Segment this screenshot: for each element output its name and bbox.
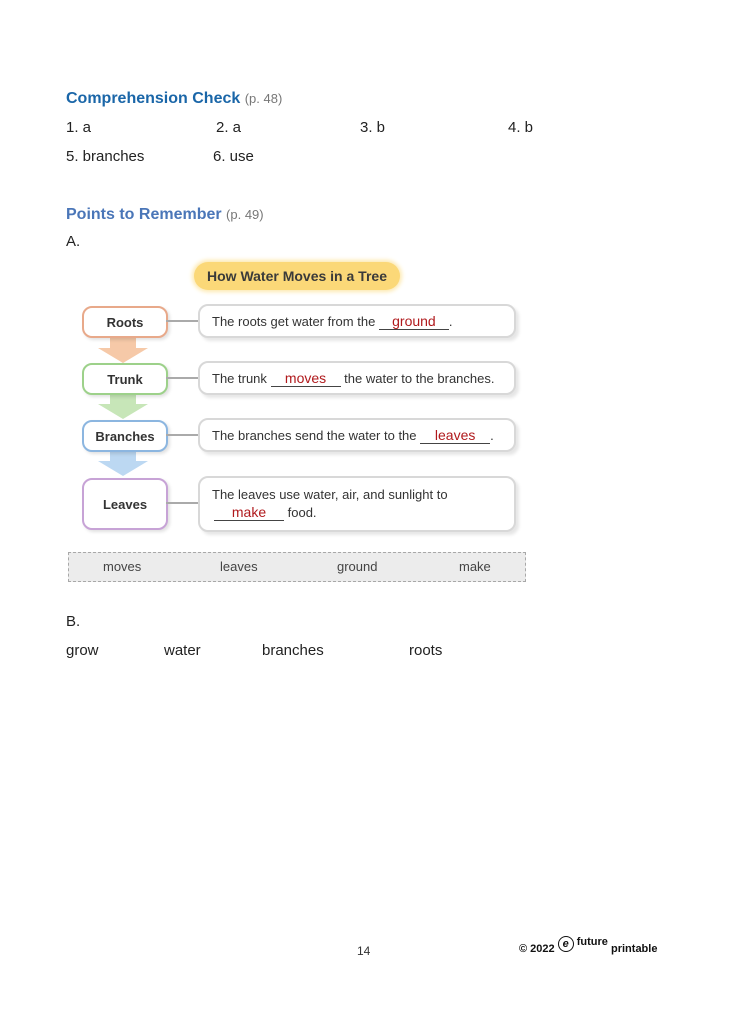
- points-page-ref: (p. 49): [226, 207, 264, 222]
- arrow-down-icon: [96, 394, 150, 420]
- connector-line: [166, 320, 198, 322]
- sentence-branches: [198, 418, 516, 452]
- answer-leaves: leaves: [420, 428, 490, 444]
- sentence-leaves-after: food.: [287, 505, 317, 520]
- sentence-branches-before: The branches send the water to the: [212, 428, 417, 443]
- connector-line: [166, 377, 198, 379]
- word-bank-item: make: [459, 559, 491, 574]
- answer-2: 2. a: [216, 119, 242, 136]
- word-bank-item: moves: [103, 559, 142, 574]
- answer-4: 4. b: [508, 119, 534, 136]
- arrow-down-icon: [96, 451, 150, 477]
- brand-printable: printable: [611, 943, 658, 955]
- part-b-word: branches: [262, 642, 324, 659]
- part-b-word: water: [164, 642, 201, 659]
- brand-footer: [519, 936, 658, 955]
- answer-5: 5. branches: [66, 148, 145, 165]
- part-a-label: A.: [66, 233, 81, 250]
- page-number: 14: [357, 944, 371, 958]
- word-bank: [68, 552, 526, 582]
- copyright-text: © 2022: [519, 943, 555, 955]
- sentence-trunk-after: the water to the branches.: [344, 371, 495, 386]
- sentence-roots-after: .: [448, 314, 453, 329]
- answer-ground: ground: [379, 314, 449, 330]
- points-heading: [66, 206, 264, 224]
- sentence-trunk-before: The trunk: [212, 371, 267, 386]
- connector-line: [166, 434, 198, 436]
- sentence-leaves-line1: The leaves use water, air, and sunlight to: [212, 487, 448, 502]
- part-b-word: grow: [66, 642, 99, 659]
- arrow-down-icon: [96, 338, 150, 364]
- answer-make: make: [214, 505, 284, 521]
- stage-trunk: Trunk: [82, 363, 168, 395]
- brand-future: future: [576, 936, 608, 948]
- part-b-word: roots: [409, 642, 443, 659]
- points-title: Points to Remember: [66, 206, 222, 223]
- connector-line: [166, 502, 198, 504]
- answer-6: 6. use: [213, 148, 254, 165]
- sentence-roots: [198, 304, 516, 338]
- sentence-leaves: [198, 476, 516, 532]
- word-bank-item: ground: [337, 559, 378, 574]
- part-b-label: B.: [66, 613, 81, 630]
- answer-1: 1. a: [66, 119, 92, 136]
- diagram-title: How Water Moves in a Tree: [194, 262, 400, 290]
- word-bank-item: leaves: [220, 559, 258, 574]
- comprehension-title: Comprehension Check: [66, 90, 241, 107]
- comprehension-heading: [66, 90, 282, 108]
- sentence-trunk: [198, 361, 516, 395]
- answer-3: 3. b: [360, 119, 386, 136]
- stage-branches: Branches: [82, 420, 168, 452]
- comprehension-page-ref: (p. 48): [244, 91, 283, 106]
- stage-roots: Roots: [82, 306, 168, 338]
- brand-logo-icon: e: [558, 936, 574, 952]
- stage-leaves: Leaves: [82, 478, 168, 530]
- sentence-roots-before: The roots get water from the: [212, 314, 376, 329]
- sentence-branches-after: .: [490, 428, 494, 443]
- answer-moves: moves: [271, 371, 341, 387]
